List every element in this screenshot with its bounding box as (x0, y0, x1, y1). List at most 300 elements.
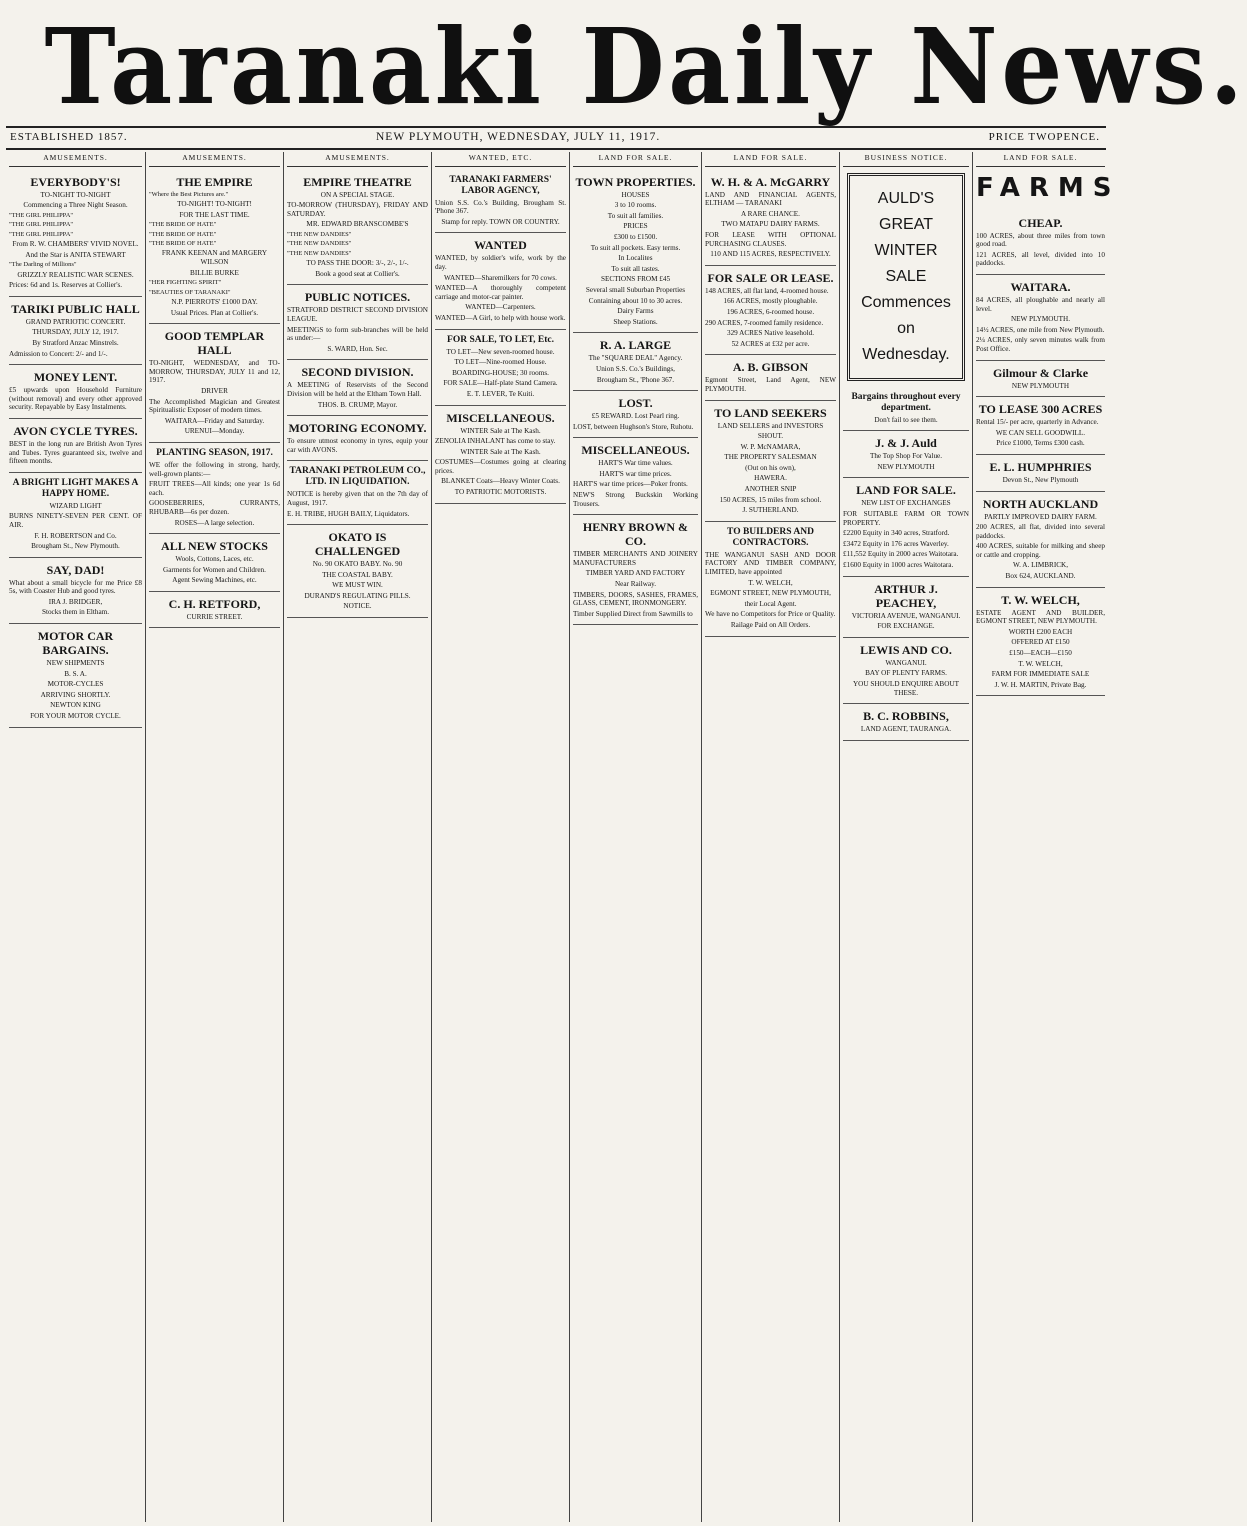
advertisement-line: Containing about 10 to 30 acres. (588, 296, 683, 305)
advertisement-line: £1600 Equity in 1000 acres Waitotara. (843, 560, 954, 569)
advertisement (843, 387, 969, 432)
advertisement-line: Wools, Cottons, Laces, etc. (175, 555, 254, 564)
advertisement-title: TO BUILDERS AND CONTRACTORS. (727, 526, 814, 548)
sale-box-line: SALE (885, 267, 927, 285)
advertisement-line: "The Darling of Millions" (9, 261, 77, 269)
advertisement-line: "Where the Best Pictures are." (149, 190, 229, 198)
advertisement-line: E. H. TRIBE, HUGH BAILY, Liquidators. (287, 509, 410, 518)
dateline (6, 126, 1106, 150)
advertisement-title: TARANAKI FARMERS' LABOR AGENCY, (449, 174, 552, 196)
advertisement-line: HAWERA. (754, 474, 787, 483)
advertisement-line: 290 ACRES, 7-roomed family residence. (705, 318, 824, 327)
column-heading: AMUSEMENTS. (287, 152, 428, 167)
advertisement-line: NEW PLYMOUTH (877, 462, 935, 471)
advertisement-line: COSTUMES—Costumes going at clearing prices. (435, 458, 566, 475)
sale-box (847, 173, 965, 381)
advertisement-title: AVON CYCLE TYRES. (13, 423, 138, 438)
advertisement-line: MR. EDWARD BRANSCOMBE'S (306, 220, 409, 229)
advertisement-line: £5 REWARD. Lost Pearl ring. (591, 412, 680, 421)
advertisement (843, 478, 969, 576)
advertisement-line: HOUSES (621, 190, 650, 199)
advertisement-title: TARIKI PUBLIC HALL (11, 301, 140, 316)
advertisement-title: EMPIRE THEATRE (303, 174, 412, 189)
advertisement-line: LAND AGENT, TAURANGA. (860, 725, 952, 734)
column-3 (284, 152, 432, 1522)
advertisement-title: R. A. LARGE (599, 338, 672, 353)
advertisement-title: WANTED (474, 238, 527, 253)
advertisement (9, 419, 142, 473)
advertisement-line: TO LET—New seven-roomed house. (446, 347, 555, 356)
advertisement-line: Devon St., New Plymouth (1002, 475, 1079, 484)
column-heading: AMUSEMENTS. (149, 152, 280, 167)
advertisement-line: "HER FIGHTING SPIRIT" (149, 279, 222, 287)
advertisement-line: WE offer the following in strong, hardy, well-grown plants:— (149, 460, 280, 478)
advertisement-title: T. W. WELCH, (1001, 592, 1080, 607)
advertisement (149, 592, 280, 629)
advertisement-line: SECTIONS FROM £45 (600, 275, 671, 284)
advertisement-line: HART'S War time values. (598, 459, 673, 468)
column-heading: WANTED, ETC. (435, 152, 566, 167)
advertisement-title: MISCELLANEOUS. (581, 443, 690, 458)
advertisement (149, 534, 280, 592)
advertisement (976, 275, 1105, 361)
advertisement-line: WIZARD LIGHT (49, 501, 102, 510)
advertisement-line: NEW'S Strong Buckskin Working Trousers. (573, 491, 698, 508)
advertisement-line: TIMBER YARD AND FACTORY (585, 569, 686, 578)
advertisement (9, 624, 142, 728)
advertisement-title: EVERYBODY'S! (30, 174, 121, 189)
advertisement-line: CURRIE STREET. (186, 612, 243, 621)
advertisement-line: 14½ ACRES, one mile from New Plymouth. (976, 325, 1105, 334)
advertisement-line: 196 ACRES, 6-roomed house. (726, 307, 815, 316)
sale-box-line: AULD'S (877, 189, 935, 207)
advertisement-line: WANGANUI. (885, 658, 927, 667)
advertisement-line: "THE NEW DANDIES" (287, 249, 352, 257)
advertisement-line: Dairy Farms (617, 307, 654, 316)
advertisement-title: MOTOR CAR BARGAINS. (37, 629, 114, 658)
advertisement-line: TO PATRIOTIC MOTORISTS. (454, 488, 547, 497)
advertisement-line: 400 ACRES, suitable for milking and sheep or cattle and cropping. (976, 542, 1105, 559)
advertisement-line: E. T. LEVER, Te Kuiti. (466, 389, 535, 398)
advertisement-line: FOR SALE—Half-plate Stand Camera. (443, 379, 558, 388)
advertisement-line: BILLIE BURKE (190, 268, 239, 277)
advertisement-title: HENRY BROWN & CO. (582, 520, 689, 549)
advertisement-line: To suit all families. (607, 211, 664, 220)
advertisement-line: J. W. H. MARTIN, Private Bag. (994, 680, 1087, 689)
advertisement-line: YOU SHOULD ENQUIRE ABOUT THESE. (852, 679, 959, 697)
advertisement-line: TO PASS THE DOOR: 3/-, 2/-, 1/-. (306, 259, 409, 268)
advertisement-line: 150 ACRES, 15 miles from school. (719, 495, 822, 504)
column-heading: BUSINESS NOTICE. (843, 152, 969, 167)
advertisement-line: WANTED—A thoroughly competent carriage and motor-car painter. (435, 284, 566, 301)
advertisement-line: TWO MATAPU DAIRY FARMS. (721, 220, 820, 229)
advertisement-title: NORTH AUCKLAND (982, 496, 1099, 511)
advertisement (705, 401, 836, 522)
advertisement (9, 558, 142, 624)
advertisement-line: BURNS NINETY-SEVEN PER CENT. OF AIR. (9, 512, 142, 529)
advertisement-title: Gilmour & Clarke (992, 365, 1089, 380)
advertisement (843, 704, 969, 741)
advertisement-line: WE MUST WIN. (332, 581, 383, 590)
advertisement-title: LAND FOR SALE. (856, 483, 956, 498)
advertisement-title: MOTORING ECONOMY. (288, 421, 427, 436)
advertisement-line: The "SQUARE DEAL" Agency. (588, 354, 683, 363)
advertisement-line: BAY OF PLENTY FARMS. (865, 669, 947, 678)
advertisement-line: S. WARD, Hon. Sec. (327, 344, 388, 353)
advertisement-title: OKATO IS CHALLENGED (314, 530, 401, 559)
advertisement-line: 121 ACRES, all level, divided into 10 paddocks. (976, 250, 1105, 268)
advertisement-line: Union S.S. Co.'s Buildings, (596, 364, 675, 373)
advertisement-line: WE CAN SELL GOODWILL. (995, 428, 1086, 437)
advertisement-line: T. W. WELCH, (748, 578, 793, 587)
advertisement (705, 170, 836, 266)
advertisement-line: Union S.S. Co.'s Building, Brougham St. 'Phone 367. (435, 198, 566, 216)
advertisement-line: ZENOLIA INHALANT has come to stay. (435, 437, 556, 446)
advertisement (976, 588, 1105, 697)
advertisement-title: TARANAKI PETROLEUM CO., LTD. IN LIQUIDATION. (289, 466, 426, 488)
advertisement-line: Don't fail to see them. (874, 415, 938, 424)
advertisement-title: SAY, DAD! (46, 562, 105, 577)
advertisement-line: £3472 Equity in 176 acres Waverley. (843, 539, 949, 548)
advertisement-line: DURAND'S REGULATING PILLS. (304, 591, 411, 600)
advertisement-line: £300 to £1500. (613, 232, 658, 241)
advertisement-line: THURSDAY, JULY 12, 1917. (32, 328, 119, 337)
advertisement-line: THE COASTAL BABY. (322, 570, 393, 579)
advertisement (435, 170, 566, 234)
advertisement-line: Rental 15/- per acre, quarterly in Advance. (976, 418, 1099, 427)
advertisement-line: We have no Competitors for Price or Quality. (705, 610, 836, 619)
advertisement-line: £150—EACH—£150 (1009, 649, 1072, 658)
advertisement-line: NEW PLYMOUTH. (1010, 315, 1071, 324)
advertisement-line: 329 ACRES Native leasehold. (726, 329, 815, 338)
advertisement-line: FOR LEASE WITH OPTIONAL PURCHASING CLAUSES. (705, 230, 836, 248)
advertisement-title: A BRIGHT LIGHT MAKES A HAPPY HOME. (12, 477, 139, 499)
advertisement (287, 285, 428, 360)
advertisement-line: The Accomplished Magician and Greatest Spiritualistic Exposer of modern times. (149, 397, 280, 415)
advertisement-line: NEW PLYMOUTH (1011, 381, 1070, 390)
advertisement-line: WINTER Sale at The Kash. (460, 447, 541, 456)
advertisement-line: Stocks them in Eltham. (41, 608, 110, 617)
advertisement-title: FOR SALE OR LEASE. (707, 270, 834, 285)
advertisement-line: NEWTON KING (50, 701, 101, 710)
advertisement-line: FRUIT TREES—All kinds; one year 1s 6d each. (149, 480, 280, 497)
advertisement-line: B. S. A. (64, 669, 87, 678)
advertisement-line: The Top Shop For Value. (869, 452, 943, 461)
advertisement-line: FARM FOR IMMEDIATE SALE (991, 670, 1090, 679)
established-note: ESTABLISHED 1857. (10, 131, 128, 143)
advertisement-line: TO-NIGHT, WEDNESDAY, and TO-MORROW, THURSDAY, JULY 11 and 12, 1917. (149, 359, 280, 385)
column-6 (702, 152, 840, 1522)
advertisement-title: A. B. GIBSON (732, 360, 809, 375)
advertisement-line: W. A. LIMBRICK, (1012, 561, 1069, 570)
advertisement-line: STRATFORD DISTRICT SECOND DIVISION LEAGUE. (287, 306, 428, 323)
advertisement (843, 431, 969, 478)
advertisement (843, 638, 969, 704)
column-7 (840, 152, 973, 1522)
advertisement-line: £5 upwards upon Household Furniture (without removal) and every other approved security. Repayable by Easy Instalments. (9, 386, 142, 412)
advertisement-line: W. P. McNAMARA, (740, 442, 801, 451)
advertisement-line: SHOUT. (757, 432, 784, 441)
advertisement-title: C. H. RETFORD, (168, 596, 261, 611)
advertisement-line: WINTER Sale at The Kash. (460, 426, 541, 435)
advertisement-line: OFFERED AT £150 (1011, 638, 1070, 647)
advertisement-line: URENUI—Monday. (184, 427, 245, 436)
advertisement (287, 525, 428, 618)
advertisement (149, 324, 280, 443)
advertisement-line: HART'S war time prices. (599, 469, 672, 478)
advertisement (9, 365, 142, 419)
advertisement-line: TO LET—Nine-roomed House. (454, 358, 547, 367)
advertisement-title: GOOD TEMPLAR HALL (164, 329, 265, 358)
advertisement-line: Egmont Street, Land Agent, NEW PLYMOUTH. (705, 376, 836, 393)
advertisement-line: MEETINGS to form sub-branches will be held as under:— (287, 325, 428, 343)
advertisement-line: "THE NEW DANDIES" (287, 230, 352, 238)
advertisement-line: ROSES—A large selection. (174, 518, 255, 527)
advertisement (287, 360, 428, 416)
advertisement (149, 170, 280, 325)
advertisement-line: ANOTHER SNIP (744, 485, 797, 494)
column-heading: AMUSEMENTS. (9, 152, 142, 167)
advertisement-line: BEST in the long run are British Avon Tyres and Tubes. Tyres guaranteed six, twelve and fifteen months. (9, 439, 142, 466)
advertisement-line: N.P. PIERROTS' £1000 DAY. (171, 298, 258, 306)
columns (6, 152, 1121, 1522)
advertisement-line: TO-NIGHT! TO-NIGHT! (177, 200, 252, 208)
advertisement-line: Prices: 6d and 1s. Reserves at Collier's. (9, 281, 123, 290)
advertisement-title: MISCELLANEOUS. (446, 410, 555, 425)
advertisement-line: TO-MORROW (THURSDAY), FRIDAY AND SATURDAY. (287, 201, 428, 218)
advertisement-line: 200 ACRES, all flat, divided into several paddocks. (976, 523, 1105, 540)
advertisement-line: Railage Paid on All Orders. (730, 621, 811, 629)
advertisement-line: THOS. B. CRUMP, Mayor. (317, 400, 398, 409)
advertisement-title: PLANTING SEASON, 1917. (156, 447, 273, 458)
sale-box-line: WINTER (874, 241, 938, 259)
advertisement-line: "THE BRIDE OF HATE" (149, 221, 217, 229)
advertisement (705, 522, 836, 637)
column-1 (6, 152, 146, 1522)
advertisement (149, 443, 280, 534)
advertisement-line: (Out on his own), (745, 463, 796, 472)
advertisement-line: TO-NIGHT TO-NIGHT (40, 190, 111, 199)
advertisement (573, 391, 698, 438)
advertisement (573, 438, 698, 515)
advertisement-line: 2¼ ACRES, only seven minutes walk from Post Office. (976, 336, 1105, 353)
advertisement-line: From R. W. CHAMBERS' VIVID NOVEL. (12, 240, 139, 248)
advertisement-line: FRANK KEENAN and MARGERY WILSON (161, 249, 268, 266)
advertisement-line: 148 ACRES, all flat land, 4-roomed house. (705, 286, 829, 295)
advertisement-line: J. SUTHERLAND. (742, 506, 799, 515)
newspaper-title: Taranaki Daily News. (44, 5, 1247, 128)
advertisement-title: TOWN PROPERTIES. (575, 174, 696, 189)
advertisement-line: VICTORIA AVENUE, WANGANUI. (851, 611, 961, 620)
masthead (0, 5, 1247, 128)
advertisement-line: WANTED—Carpenters. (465, 303, 536, 312)
advertisement-line: WORTH £200 EACH (1008, 627, 1073, 636)
advertisement-line: NEW SHIPMENTS (46, 659, 105, 668)
advertisement-line: 84 ACRES, all ploughable and nearly all level. (976, 295, 1105, 313)
advertisement (9, 473, 142, 558)
advertisement-title: THE EMPIRE (176, 174, 253, 189)
advertisement-line: EGMONT STREET, NEW PLYMOUTH, (710, 589, 831, 598)
advertisement-line: 100 ACRES, about three miles from town good road. (976, 231, 1105, 249)
advertisement-title: FOR SALE, TO LET, Etc. (447, 334, 554, 345)
advertisement-line: GOOSEBERRIES, CURRANTS, RHUBARB—6s per dozen. (149, 499, 280, 516)
advertisement (573, 333, 698, 391)
advertisement-line: Garments for Women and Children. (163, 565, 266, 574)
advertisement-line: What about a small bicycle for me Price £8 5s, with Coaster Hub and good tyres. (9, 578, 142, 596)
advertisement-title: WAITARA. (1010, 279, 1071, 294)
advertisement (9, 170, 142, 297)
advertisement-title: LOST. (618, 396, 653, 411)
advertisement-line: "THE BRIDE OF HATE" (149, 240, 217, 247)
advertisement-line: To ensure utmost economy in tyres, equip your car with AVONS. (287, 437, 428, 454)
advertisement-line: £2200 Equity in 340 acres, Stratford. (843, 529, 950, 538)
advertisement-line: F. H. ROBERTSON and Co. (34, 531, 117, 540)
advertisement-line: LOST, between Hughson's Store, Ruhotu. (573, 422, 694, 431)
column-heading: LAND FOR SALE. (573, 152, 698, 167)
sale-box-line: Commences (861, 293, 951, 311)
column-heading: LAND FOR SALE. (705, 152, 836, 167)
issue-price: PRICE TWOPENCE. (988, 131, 1100, 143)
advertisement-line: T. W. WELCH, (1018, 659, 1063, 668)
advertisement-line: 110 AND 115 ACRES, RESPECTIVELY. (710, 250, 831, 259)
sale-box-line: GREAT (879, 215, 933, 233)
advertisement-line: Admission to Concert: 2/- and 1/-. (9, 349, 108, 358)
advertisement-title: ALL NEW STOCKS (161, 539, 268, 554)
column-4 (432, 152, 570, 1522)
advertisement-line: NOTICE. (343, 602, 372, 611)
advertisement-line: Book a good seat at Collier's. (315, 269, 400, 278)
advertisement-line: In Localites (618, 254, 653, 263)
farms-heading: FARMS (976, 172, 1121, 203)
advertisement-line: Price £1000, Terms £300 cash. (996, 439, 1085, 448)
advertisement-line: "BEAUTIES OF TARANAKI" (149, 288, 231, 296)
advertisement (435, 330, 566, 406)
advertisement-line: Several small Suburban Properties (585, 285, 686, 294)
advertisement-line: THE PROPERTY SALESMAN (724, 453, 817, 462)
sale-box-line: on Wednesday. (862, 319, 950, 363)
advertisement-line: ON A SPECIAL STAGE. (320, 190, 395, 199)
advertisement (573, 515, 698, 625)
advertisement (976, 455, 1105, 492)
advertisement-line: Usual Prices. Plan at Collier's. (170, 308, 259, 317)
advertisement (843, 577, 969, 638)
advertisement-line: "THE BRIDE OF HATE" (149, 230, 217, 238)
advertisement-line: TIMBER MERCHANTS AND JOINERY MANUFACTURERS (573, 550, 698, 567)
advertisement-line: A MEETING of Reservists of the Second Division will be held at the Eltham Town Hall. (287, 381, 428, 398)
advertisement-line: Near Railway. (614, 580, 657, 589)
advertisement (976, 397, 1105, 455)
advertisement-title: TO LEASE 300 ACRES (978, 402, 1103, 417)
advertisement (435, 233, 566, 329)
advertisement-line: Brougham St., New Plymouth. (31, 542, 120, 551)
advertisement-line: DRIVER (201, 386, 228, 395)
advertisement-line: FOR THE LAST TIME. (179, 210, 250, 219)
advertisement-line: Commencing a Three Night Season. (23, 201, 128, 210)
advertisement-line: "THE GIRL PHILIPPA" (9, 230, 74, 238)
advertisement-line: LAND AND FINANCIAL AGENTS, ELTHAM — TARANAKI (705, 190, 836, 208)
advertisement-line: "THE NEW DANDIES" (287, 240, 352, 248)
advertisement-line: 166 ACRES, mostly ploughable. (723, 297, 818, 306)
advertisement-line: 3 to 10 rooms. (614, 201, 657, 210)
advertisement-line: "THE GIRL PHILIPPA" (9, 221, 74, 229)
advertisement-line: THE WANGANUI SASH AND DOOR FACTORY AND TIMBER COMPANY, LIMITED, have appointed (705, 550, 836, 577)
advertisement-title: PUBLIC NOTICES. (304, 290, 411, 305)
advertisement-line: HART'S war time prices—Poker fronts. (573, 480, 688, 489)
advertisement-line: FOR EXCHANGE. (877, 622, 935, 631)
advertisement-line: Sheep Stations. (613, 317, 658, 326)
advertisement-line: To suit all tastes. (611, 264, 660, 273)
advertisement-line: WAITARA—Friday and Saturday. (164, 416, 265, 425)
advertisement-line: MOTOR-CYCLES (47, 680, 104, 689)
advertisement-line: By Stratford Anzac Minstrels. (32, 338, 119, 347)
advertisement-line: PRICES (623, 222, 648, 231)
advertisement-line: NOTICE is hereby given that on the 7th day of August, 1917. (287, 490, 428, 507)
advertisement-line: Timber Supplied Direct from Sawmills to (573, 609, 693, 618)
advertisement-title: SECOND DIVISION. (301, 365, 414, 380)
issue-date: NEW PLYMOUTH, WEDNESDAY, JULY 11, 1917. (376, 131, 661, 143)
advertisement (976, 492, 1105, 588)
advertisement (976, 211, 1105, 275)
advertisement-title: J. & J. Auld (875, 436, 937, 451)
advertisement-line: WANTED—Sharemilkers for 70 cows. (444, 273, 557, 282)
column-5 (570, 152, 702, 1522)
column-heading: LAND FOR SALE. (976, 152, 1105, 167)
advertisement-line: Agent Sewing Machines, etc. (172, 576, 257, 585)
advertisement-title: ARTHUR J. PEACHEY, (874, 581, 938, 610)
advertisement-line: Brougham St., 'Phone 367. (596, 375, 675, 384)
column-2 (146, 152, 284, 1522)
advertisement-title: CHEAP. (1018, 215, 1063, 230)
advertisement-line: TIMBERS, DOORS, SASHES, FRAMES, GLASS, CEMENT, IRONMONGERY. (573, 590, 698, 608)
advertisement-title: B. C. ROBBINS, (863, 709, 949, 724)
advertisement-line: Box 624, AUCKLAND. (1005, 572, 1076, 581)
advertisement (435, 406, 566, 504)
advertisement-title: TO LAND SEEKERS (714, 405, 827, 420)
advertisement-line: IRA J. BRIDGER, (48, 597, 103, 606)
advertisement (287, 416, 428, 461)
advertisement-line: their Local Agent. (744, 599, 797, 608)
column-8 (973, 152, 1121, 1522)
advertisement-line: 52 ACRES at £32 per acre. (731, 339, 810, 348)
advertisement-line: FOR YOUR MOTOR CYCLE. (30, 712, 121, 721)
advertisement (573, 170, 698, 334)
advertisement-line: Stamp for reply. TOWN OR COUNTRY. (441, 217, 560, 226)
advertisement-title: LEWIS AND CO. (860, 642, 952, 657)
advertisement-line: LAND SELLERS and INVESTORS (717, 421, 824, 430)
advertisement-line: WANTED, by soldier's wife, work by the day. (435, 254, 566, 271)
advertisement-line: PARTLY IMPROVED DAIRY FARM. (984, 512, 1097, 521)
advertisement-title: Bargains throughout every department. (851, 391, 961, 413)
advertisement-line: FOR SUITABLE FARM OR TOWN PROPERTY. (843, 509, 969, 527)
advertisement-line: To suit all pockets. Easy terms. (590, 243, 681, 252)
advertisement (976, 361, 1105, 398)
advertisement-line: GRAND PATRIOTIC CONCERT. (25, 317, 126, 326)
advertisement-line: A RARE CHANCE. (741, 209, 800, 218)
advertisement-line: WANTED—A Girl, to help with house work. (435, 313, 566, 322)
advertisement-title: W. H. & A. McGARRY (710, 174, 831, 189)
advertisement-line: BLANKET Coats—Heavy Winter Coats. (441, 477, 560, 486)
advertisement (287, 170, 428, 286)
advertisement-line: BOARDING-HOUSE; 30 rooms. (452, 368, 549, 377)
advertisement-line: And the Star is ANITA STEWART (25, 250, 126, 259)
advertisement (705, 266, 836, 356)
advertisement-line: NEW LIST OF EXCHANGES (861, 499, 951, 508)
advertisement-line: GRIZZLY REALISTIC WAR SCENES. (17, 270, 134, 279)
advertisement-title: MONEY LENT. (33, 370, 118, 385)
advertisement-line: £11,552 Equity in 2000 acres Waitotara. (843, 550, 959, 559)
advertisement (287, 461, 428, 525)
advertisement (9, 297, 142, 365)
